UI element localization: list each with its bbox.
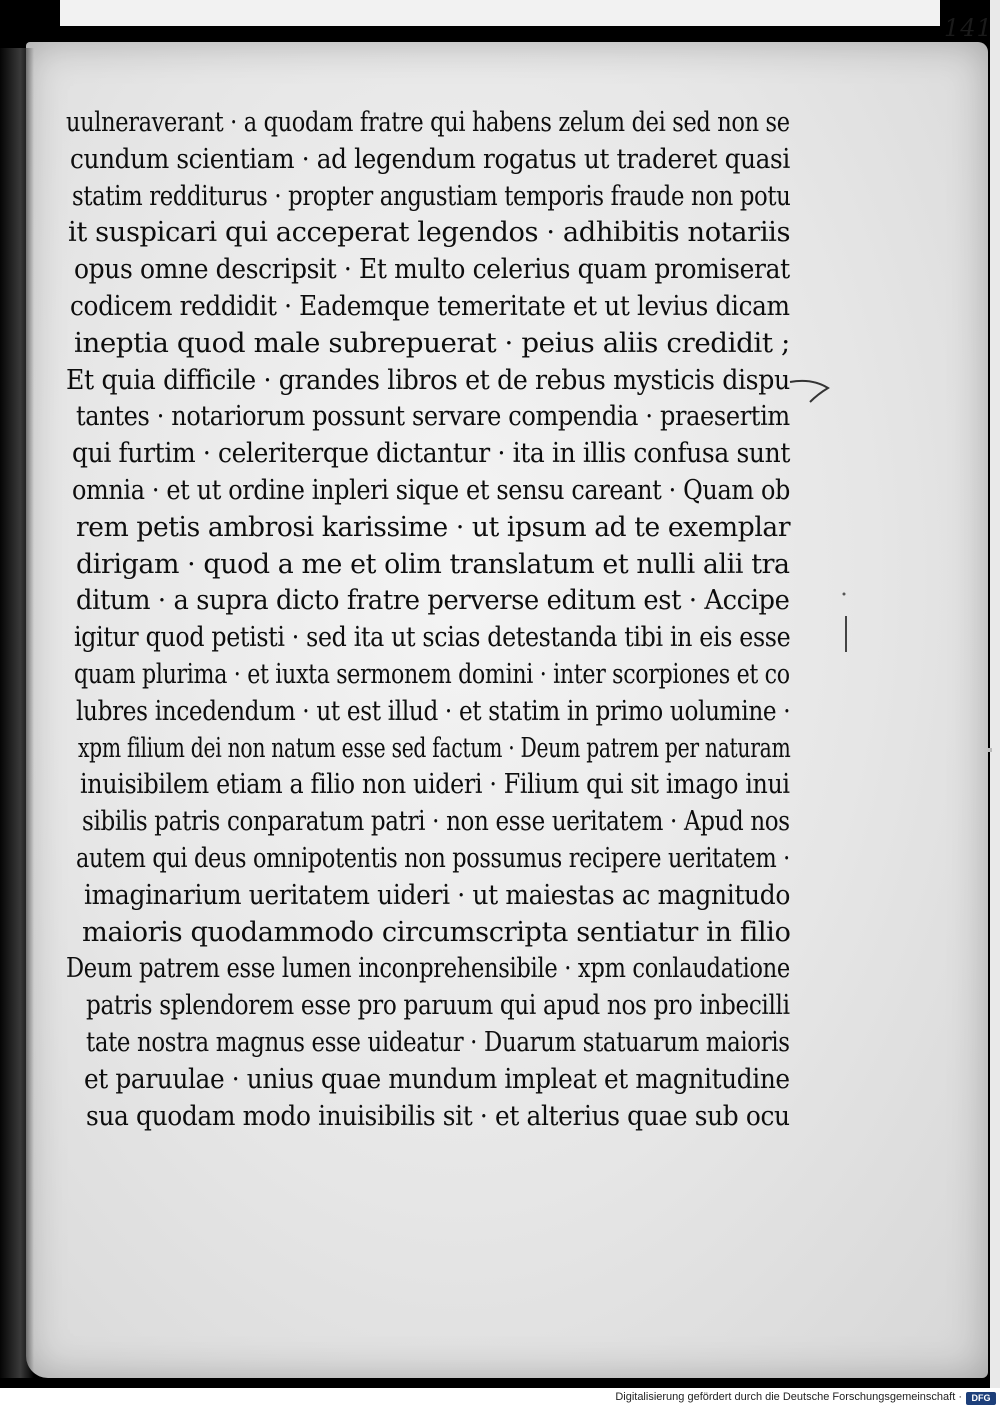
manuscript-line: tantes · notariorum possunt servare compendia · praesertim	[76, 401, 790, 433]
manuscript-line: codicem reddidit · Eademque temeritate et ut levius dicam	[70, 291, 790, 322]
manuscript-line: inuisibilem etiam a filio non uideri · Filium qui sit imago inui	[80, 769, 790, 801]
manuscript-line: quam plurima · et iuxta sermonem domini · inter scorpiones et co	[74, 659, 790, 690]
manuscript-line: uulneraverant · a quodam fratre qui habens zelum dei sed non se	[66, 107, 790, 138]
manuscript-line: statim redditurus · propter angustiam temporis fraude non potu	[72, 180, 791, 212]
manuscript-line: omnia · et ut ordine inpleri sique et sensu careant · Quam ob	[72, 475, 790, 506]
manuscript-line: xpm filium dei non natum esse sed factum · Deum patrem per naturam	[78, 732, 791, 764]
folio-number: 141	[944, 14, 993, 42]
margin-ruling-marks	[834, 590, 854, 670]
manuscript-line: cundum scientiam · ad legendum rogatus ut traderet quasi	[70, 143, 790, 175]
manuscript-line: tate nostra magnus esse uideatur · Duarum statuarum maioris	[86, 1027, 790, 1058]
manuscript-line: ineptia quod male subrepuerat · peius aliis credidit ;	[74, 327, 790, 359]
page-top-edge	[60, 0, 940, 26]
manuscript-line: et paruulae · unius quae mundum impleat et magnitudine	[84, 1063, 790, 1095]
manuscript-line: ditum · a supra dicto fratre perverse editum est · Accipe	[76, 585, 790, 617]
manuscript-line: qui furtim · celeriterque dictantur · ita in illis confusa sunt	[72, 438, 791, 470]
manuscript-line: imaginarium ueritatem uideri · ut maiestas ac magnitudo	[84, 879, 791, 911]
manuscript-line: igitur quod petisti · sed ita ut scias detestanda tibi in eis esse	[74, 622, 791, 654]
manuscript-line: lubres incedendum · ut est illud · et statim in primo uolumine ·	[76, 695, 791, 727]
manuscript-line: it suspicari qui acceperat legendos · adhibitis notariis	[68, 217, 791, 249]
manuscript-line: maioris quodammodo circumscripta sentiatur in filio	[82, 916, 791, 948]
credit-bar	[0, 1388, 1000, 1409]
funding-credit: Digitalisierung gefördert durch die Deutsche Forschungsgemeinschaft ·	[615, 1391, 962, 1403]
manuscript-line: sibilis patris conparatum patri · non esse ueritatem · Apud nos	[82, 806, 790, 838]
manuscript-line: rem petis ambrosi karissime · ut ipsum ad te exemplar	[76, 511, 791, 543]
margin-stroke-mark	[788, 376, 832, 404]
manuscript-line: Deum patrem esse lumen inconprehensibile · xpm conlaudatione	[66, 953, 790, 985]
manuscript-line: patris splendorem esse pro paruum qui apud nos pro inbecilli	[86, 990, 790, 1022]
page-right-edge	[990, 0, 1000, 1388]
manuscript-line: Et quia difficile · grandes libros et de rebus mysticis dispu	[66, 364, 790, 396]
manuscript-line: opus omne descripsit · Et multo celerius quam promiserat	[74, 254, 790, 286]
spine-shadow	[0, 48, 34, 1378]
margin-speck	[988, 748, 992, 752]
dfg-logo	[966, 1392, 996, 1405]
manuscript-line: sua quodam modo inuisibilis sit · et alterius quae sub ocu	[86, 1100, 790, 1132]
manuscript-line: dirigam · quod a me et olim translatum et nulli alii tra	[76, 548, 790, 580]
dfg-logo-text: DFG	[971, 1393, 991, 1403]
manuscript-line: autem qui deus omnipotentis non possumus recipere ueritatem ·	[76, 843, 790, 874]
